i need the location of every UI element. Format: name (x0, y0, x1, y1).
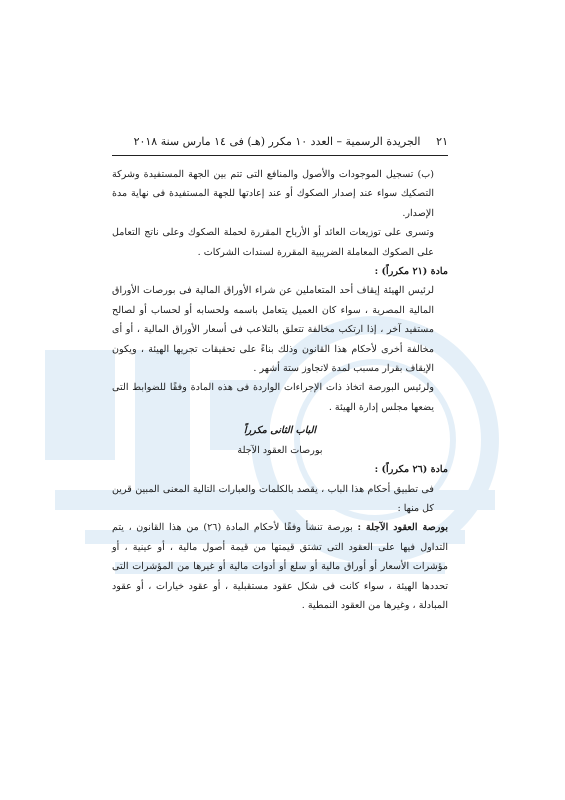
paragraph-b: (ب) تسجيل الموجودات والأصول والمنافع التى تتم بين الجهة المستفيدة وشركة التصكيك سواء عند إصدار الصكوك أو عند إعادتها للجهة المستفيدة فى نهاية مدة الإصدار. (112, 169, 434, 219)
page-header (112, 134, 448, 156)
document-page (112, 134, 448, 615)
page-number: ٢١ (436, 135, 448, 148)
definition-term: بورصة العقود الآجلة : (357, 522, 448, 534)
definition-text: بورصة تنشأ وفقًا لأحكام المادة (٢٦) من هذا القانون ، يتم التداول فيها على العقود التى تشتق قيمتها من قيمة أصول مالية ، أو عينية ، أو مؤشرات الأسعار أو أوراق مالية أو سلع أو أدوات مالية أو غيرها من المؤشرات التى تحددها الهيئة ، سواء كانت فى شكل عقود مستقبلية ، أو عقود خيارات ، أو عقود المبادلة ، وغيرها من العقود النمطية . (112, 522, 448, 611)
chapter-subtitle: بورصات العقود الآجلة (237, 444, 323, 456)
paragraph-definitions-intro: فى تطبيق أحكام هذا الباب ، يقصد بالكلمات والعبارات التالية المعنى المبين قرين كل منها : (112, 483, 434, 514)
article-26-heading: مادة (٢٦ مكرراً) : (374, 464, 448, 476)
paragraph-futures-exchange-definition (112, 518, 448, 615)
chapter-title: الباب الثانى مكرراً (243, 425, 317, 437)
paragraph-suspension: لرئيس الهيئة إيقاف أحد المتعاملين عن شراء الأوراق المالية فى بورصات الأوراق المالية المصرية ، سواء كان العميل يتعامل باسمه ولحسابه أو لحساب أو لصالح مستفيد آخر ، إذا ارتكب مخالفة تتعلق بالتلاعب فى أسعار الأوراق المالية ، أو أى مخالفة أخرى لأحكام هذا القانون وذلك بناءً على تحقيقات تجريها الهيئة ، ويكون الإيقاف بقرار مسبب لمدة لاتجاوز ستة أشهر . (112, 285, 434, 375)
article-21-heading: مادة (٢١ مكرراً) : (374, 266, 448, 278)
paragraph-tax: وتسرى على توزيعات العائد أو الأرباح المقررة لحملة الصكوك وعلى ناتج التعامل على الصكوك المعاملة الضريبية المقررة لسندات الشركات . (112, 227, 434, 258)
gazette-title: الجريدة الرسمية – العدد ١٠ مكرر (هـ) فى ١٤ مارس سنة ٢٠١٨ (133, 135, 421, 148)
paragraph-exchange-head: ولرئيس البورصة اتخاذ ذات الإجراءات الواردة فى هذه المادة وفقًا للضوابط التى يضعها مجلس إدارة الهيئة . (112, 382, 434, 413)
